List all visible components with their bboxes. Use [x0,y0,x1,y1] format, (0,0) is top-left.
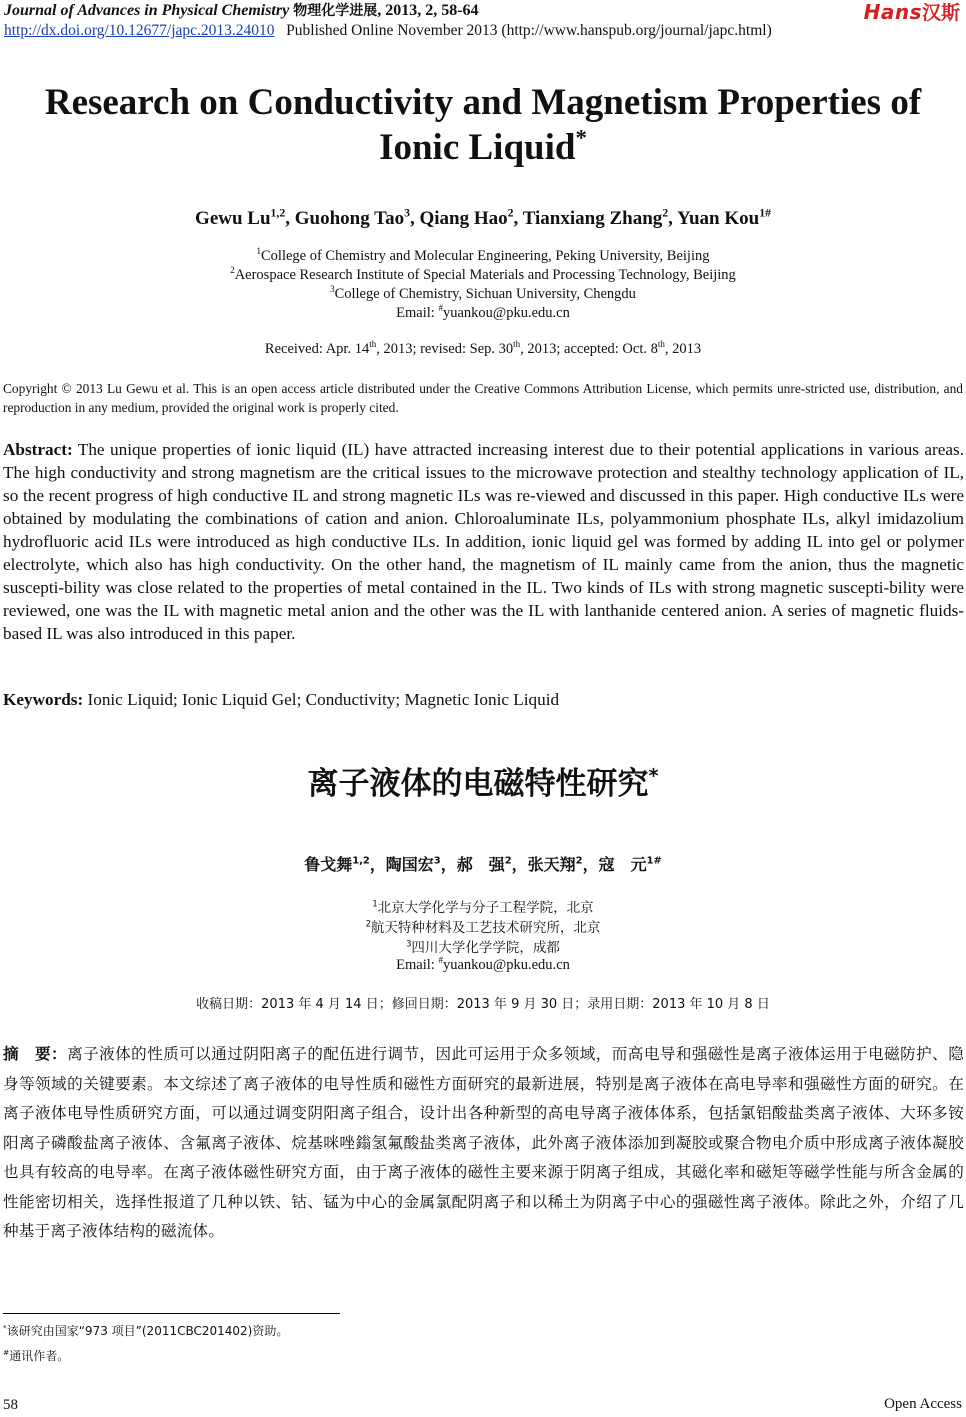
footnote: #通讯作者。 [3,1348,70,1363]
author-list-cn [0,852,966,875]
doi-line [4,22,772,40]
author-cn: 鲁戈舞$^{1,2}$， [304,855,386,874]
hans-logo [864,0,960,25]
author-cn: 郝 强$^2$， [456,855,528,874]
keywords-label: Keywords: [3,690,84,709]
author-cn: 寇 元$^{1\#}$ [598,855,662,874]
abstract-cn [3,1040,964,1247]
keywords-text: Ionic Liquid; Ionic Liquid Gel; Conductivity; Magnetic Ionic Liquid [83,690,560,709]
author: Tianxiang Zhang$^2$, [522,206,677,229]
logo-cn-text: 汉斯 [921,2,960,24]
affiliation-en: $^3$College of Chemistry, Sichuan University, Chengdu [330,284,636,302]
received-dates-en: Received: Apr. 14th, 2013; revised: Sep. 30th, 2013; accepted: Oct. 8th, 2013 [264,339,702,357]
title-en-mark: * [575,125,587,151]
email-address[interactable]: yuankou@pku.edu.cn [442,305,570,321]
author: Qiang Hao$^2$, [419,206,523,229]
journal-name-cn: 物理化学进展 [293,3,378,19]
footnote: *该研究由国家“973 项目”(2011CBC201402)资助。 [3,1323,289,1338]
author-list-en [0,208,966,230]
title-en-line1: Research on Conductivity and Magnetism Properties of [44,82,922,123]
title-en-line2: Ionic Liquid [379,127,576,168]
journal-header [4,0,479,20]
doi-link[interactable]: http://dx.doi.org/10.12677/japc.2013.24010 [4,22,275,39]
email-cn: Email: #yuankou@pku.edu.cn [396,955,570,973]
author-cn: 陶国宏$^3$， [385,855,457,874]
affiliation-en: $^2$Aerospace Research Institute of Special Materials and Processing Technology, Beijing [230,265,736,283]
email-en: Email: #yuankou@pku.edu.cn [396,303,570,321]
abstract-label: Abstract: [3,440,73,459]
affiliation-cn: $^3$四川大学化学学院，成都 [406,938,560,956]
abstract-cn-text: 离子液体的性质可以通过阴阳离子的配伍进行调节，因此可运用于众多领域，而高电导和强磁性是离子液体运用于电磁防护、隐身等领域的关键要素。本文综述了离子液体的电导性质和磁性方面研究的最新进展，特别是离子液体在高电导率和强磁性方面的研究。在离子液体电导性质研究方面，可以通过调变阴阳离子组合，设计出各种新型的高电导离子液体体系，包括氯铝酸盐类离子液体、大环多铵阳离子磷酸盐离子液体、含氟离子液体、烷基咪唑鎓氢氟酸盐类离子液体，此外离子液体添加到凝胶或聚合物电介质中形成离子液体凝胶也具有较高的电导率。在离子液体磁性研究方面，由于离子液体的磁性主要来源于阴离子组成，其磁化率和磁矩等磁学性能与所含金属的性能密切相关，选择性报道了几种以铁、钴、锰为中心的金属氯配阴离子和以稀土为阴离子中心的强磁性离子液体。除此之外，介绍了几种基于离子液体结构的磁流体。 [3,1045,964,1240]
open-access-label: Open Access [884,1396,962,1412]
received-dates-cn: 收稿日期：2013 年 4 月 14 日；修回日期：2013 年 9 月 30 日；录用日期：2013 年 10 月 8 日 [196,997,770,1012]
abstract-en [3,438,964,645]
journal-name: Journal of Advances in Physical Chemistry [4,2,290,19]
paper-title-en [0,80,966,170]
copyright-notice: Copyright © 2013 Lu Gewu et al. This is an open access article distributed under the Creative Commons Attribution License, which permits unre-stricted use, distribution, and reproduction in any medium, provided the original work is properly cited. [3,381,963,415]
footnote-divider [3,1313,340,1314]
abstract-text: The unique properties of ionic liquid (IL) have attracted increasing interest due to their potential applications in various areas. The high conductivity and strong magnetism are the critical issues to the microwave protection and stealthy technology application of IL, so the recent progress of high conductive IL and strong magnetic ILs was re-viewed and discussed in this paper. High conductive ILs were obtained by modulating the combinations of cation and anion. Chloroaluminate ILs, polyammonium phosphate ILs, alkyl imidazolium hydrofluoric acid ILs were introduced as high conductive ILs. In addition, ionic liquid gel was formed by adding IL into gel or polymer electrolyte, which also has high conductivity. On the other hand, the magnetism of IL mainly came from the anion, thus the magnetic suscepti-bility was close related to the properties of metal contained in the IL. Two kinds of ILs with strong magnetic suscepti-bility were reviewed, one was the IL with magnetic metal anion and the other was the IL with lanthanide centered anion. A series of magnetic fluids-based IL was also introduced in this paper. [3,440,964,643]
published-info: Published Online November 2013 (http://www.hanspub.org/journal/japc.html) [286,22,772,39]
author: Yuan Kou$^{1\#}$ [676,206,771,229]
abstract-cn-label: 摘 要： [3,1045,68,1063]
logo-hans-text: Hans [863,0,922,24]
title-cn-mark: * [648,764,659,788]
paper-title-cn: 离子液体的电磁特性研究* [307,764,659,802]
affiliation-cn: $^2$航天特种材料及工艺技术研究所，北京 [365,918,601,936]
keywords-en [3,690,559,710]
author: Guohong Tao$^3$, [294,206,420,229]
email-address[interactable]: yuankou@pku.edu.cn [442,957,570,973]
author-cn: 张天翔$^2$， [527,855,599,874]
affiliation-cn: $^1$北京大学化学与分子工程学院，北京 [372,898,594,916]
page-number: 58 [3,1397,18,1413]
affiliation-en: $^1$College of Chemistry and Molecular Engineering, Peking University, Beijing [256,246,710,264]
author: Gewu Lu$^{1,2}$, [195,206,295,229]
journal-volume: , 2013, 2, 58-64 [377,2,479,19]
